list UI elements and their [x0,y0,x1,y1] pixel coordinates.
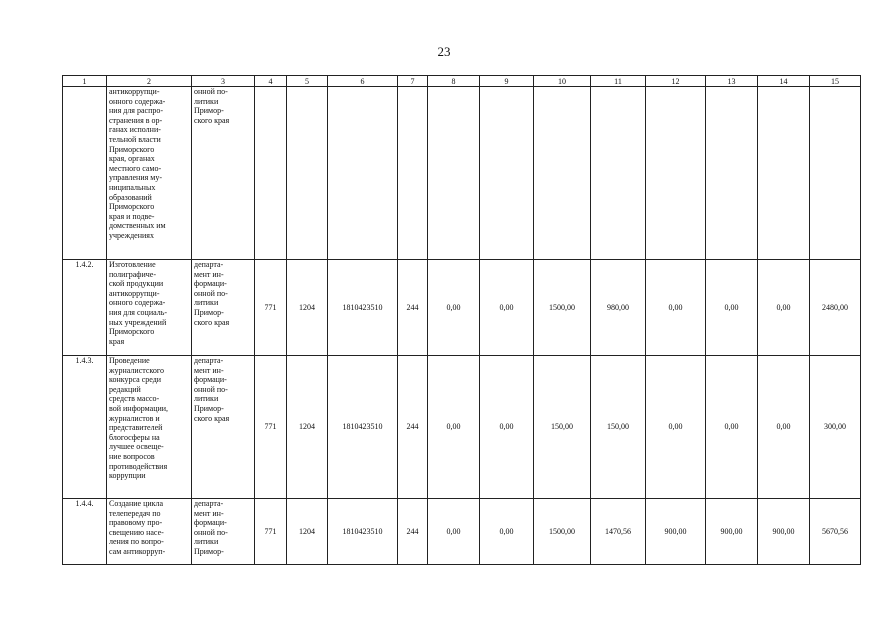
activity-name-line: учреждениях [109,230,154,240]
column-number: 3 [192,76,255,87]
page-number: 23 [437,44,451,59]
column-number: 4 [255,76,287,87]
executor [192,260,255,356]
value-cell: 0,00 [480,499,534,565]
row-code: 1.4.3. [63,356,107,499]
executor-line: Примор- [194,307,224,317]
activity-name-line: антикоррупци- [109,87,160,96]
activity-name-line: Создание цикла [109,499,164,508]
value-cell: 1810423510 [328,260,398,356]
value-cell: 5670,56 [810,499,861,565]
activity-name [107,87,192,260]
activity-name-line: местного само- [109,163,162,173]
activity-name-line: сам антикорруп- [109,546,166,556]
activity-name-line: края, органах [109,154,155,164]
executor-line: Примор- [194,106,224,116]
activity-name-line: полиграфиче- [109,269,156,279]
value-cell: 1204 [287,356,328,499]
executor-line: литики [194,394,219,404]
executor-line: формаци- [194,279,227,289]
activity-name [107,260,192,356]
activity-name-line: антикоррупци- [109,288,160,298]
value-cell: 0,00 [428,499,480,565]
budget-table-body [63,76,861,565]
activity-name-line: блогосферы на [109,432,160,442]
activity-name-line: домственных им [109,221,166,231]
row-code: 1.4.2. [63,260,107,356]
value-cell: 900,00 [758,499,810,565]
activity-name [107,356,192,499]
activity-name-line: журналистов и [109,413,160,423]
activity-name-line: образований [109,192,152,202]
executor-line: онной по- [194,527,228,537]
activity-name-line: ния для распро- [109,106,164,116]
activity-name-line: лучшее освеще- [109,442,164,452]
value-cell: 1500,00 [534,260,591,356]
value-cell: 244 [398,260,428,356]
executor-line: ского края [194,115,230,125]
executor-line: литики [194,537,219,547]
executor-line: Примор- [194,546,224,556]
activity-name-line: Изготовление [109,260,156,269]
value-cell [758,87,810,260]
column-number: 8 [428,76,480,87]
value-cell: 0,00 [428,260,480,356]
value-cell [480,87,534,260]
value-cell: 0,00 [480,356,534,499]
column-number: 2 [107,76,192,87]
executor-line: мент ин- [194,269,224,279]
activity-name-line: журналистского [109,365,164,375]
value-cell [398,87,428,260]
executor-line: мент ин- [194,508,224,518]
value-cell: 0,00 [758,260,810,356]
activity-name-line: правовому про- [109,518,163,528]
executor-line: литики [194,298,219,308]
budget-table [62,75,861,565]
column-number: 9 [480,76,534,87]
activity-name-line: противодействия [109,461,168,471]
activity-name-line: ления по вопро- [109,537,164,547]
activity-name-line: свещению насе- [109,527,164,537]
activity-name-line: коррупции [109,471,146,481]
executor-line: Примор- [194,403,224,413]
value-cell [428,87,480,260]
activity-name-line: телепередач по [109,508,161,518]
activity-name-line: онного содержа- [109,96,166,106]
value-cell: 0,00 [706,260,758,356]
column-number: 15 [810,76,861,87]
activity-name-line: представителей [109,423,163,433]
column-number: 7 [398,76,428,87]
activity-name-line: редакций [109,384,141,394]
activity-name-line: ние вопросов [109,451,155,461]
value-cell: 1470,56 [591,499,646,565]
value-cell: 2480,00 [810,260,861,356]
activity-name-line: Приморского [109,327,155,337]
value-cell: 1204 [287,499,328,565]
column-number: 1 [63,76,107,87]
value-cell: 771 [255,499,287,565]
value-cell: 0,00 [646,356,706,499]
executor-line: ского края [194,317,230,327]
value-cell: 0,00 [428,356,480,499]
value-cell [534,87,591,260]
value-cell: 0,00 [706,356,758,499]
executor-line: онной по- [194,288,228,298]
executor-line: мент ин- [194,365,224,375]
row-code [63,87,107,260]
value-cell: 150,00 [591,356,646,499]
value-cell [591,87,646,260]
activity-name [107,499,192,565]
value-cell [706,87,758,260]
activity-name-line: ния для социаль- [109,307,168,317]
value-cell: 0,00 [646,260,706,356]
activity-name-line: края и подве- [109,211,155,221]
activity-name-line: края [109,336,125,346]
executor-line: ского края [194,413,230,423]
activity-name-line: управления му- [109,173,163,183]
executor-line: онной по- [194,384,228,394]
value-cell: 980,00 [591,260,646,356]
activity-name-line: Приморского [109,144,155,154]
activity-name-line: тельной власти [109,134,161,144]
activity-name-line: ных учреждений [109,317,167,327]
value-cell: 771 [255,356,287,499]
table-row [63,356,861,499]
table-row [63,499,861,565]
activity-name-line: странения в ор- [109,115,163,125]
column-number: 10 [534,76,591,87]
column-number-row [63,76,861,87]
row-code: 1.4.4. [63,499,107,565]
activity-name-line: ганах исполни- [109,125,161,135]
value-cell: 900,00 [706,499,758,565]
value-cell: 300,00 [810,356,861,499]
executor-line: формаци- [194,375,227,385]
value-cell: 0,00 [758,356,810,499]
value-cell: 150,00 [534,356,591,499]
value-cell: 1810423510 [328,356,398,499]
executor-line: онной по- [194,87,228,96]
executor-line: департа- [194,260,224,269]
value-cell: 900,00 [646,499,706,565]
value-cell: 244 [398,356,428,499]
executor-line: департа- [194,499,224,508]
value-cell: 1500,00 [534,499,591,565]
value-cell [255,87,287,260]
value-cell: 244 [398,499,428,565]
executor-line: литики [194,96,219,106]
value-cell: 1204 [287,260,328,356]
value-cell [646,87,706,260]
activity-name-line: средств массо- [109,394,160,404]
value-cell [810,87,861,260]
activity-name-line: ской продукции [109,279,164,289]
column-number: 5 [287,76,328,87]
table-row [63,260,861,356]
value-cell: 771 [255,260,287,356]
executor-line: департа- [194,356,224,365]
activity-name-line: Приморского [109,202,155,212]
column-number: 6 [328,76,398,87]
executor [192,87,255,260]
table-row [63,87,861,260]
activity-name-line: конкурса среди [109,375,162,385]
activity-name-line: онного содержа- [109,298,166,308]
executor-line: формаци- [194,518,227,528]
column-number: 14 [758,76,810,87]
column-number: 13 [706,76,758,87]
value-cell: 0,00 [480,260,534,356]
column-number: 11 [591,76,646,87]
executor [192,356,255,499]
value-cell [287,87,328,260]
executor [192,499,255,565]
activity-name-line: Проведение [109,356,150,365]
value-cell: 1810423510 [328,499,398,565]
value-cell [328,87,398,260]
column-number: 12 [646,76,706,87]
activity-name-line: вой информации, [109,403,169,413]
activity-name-line: ниципальных [109,182,156,192]
